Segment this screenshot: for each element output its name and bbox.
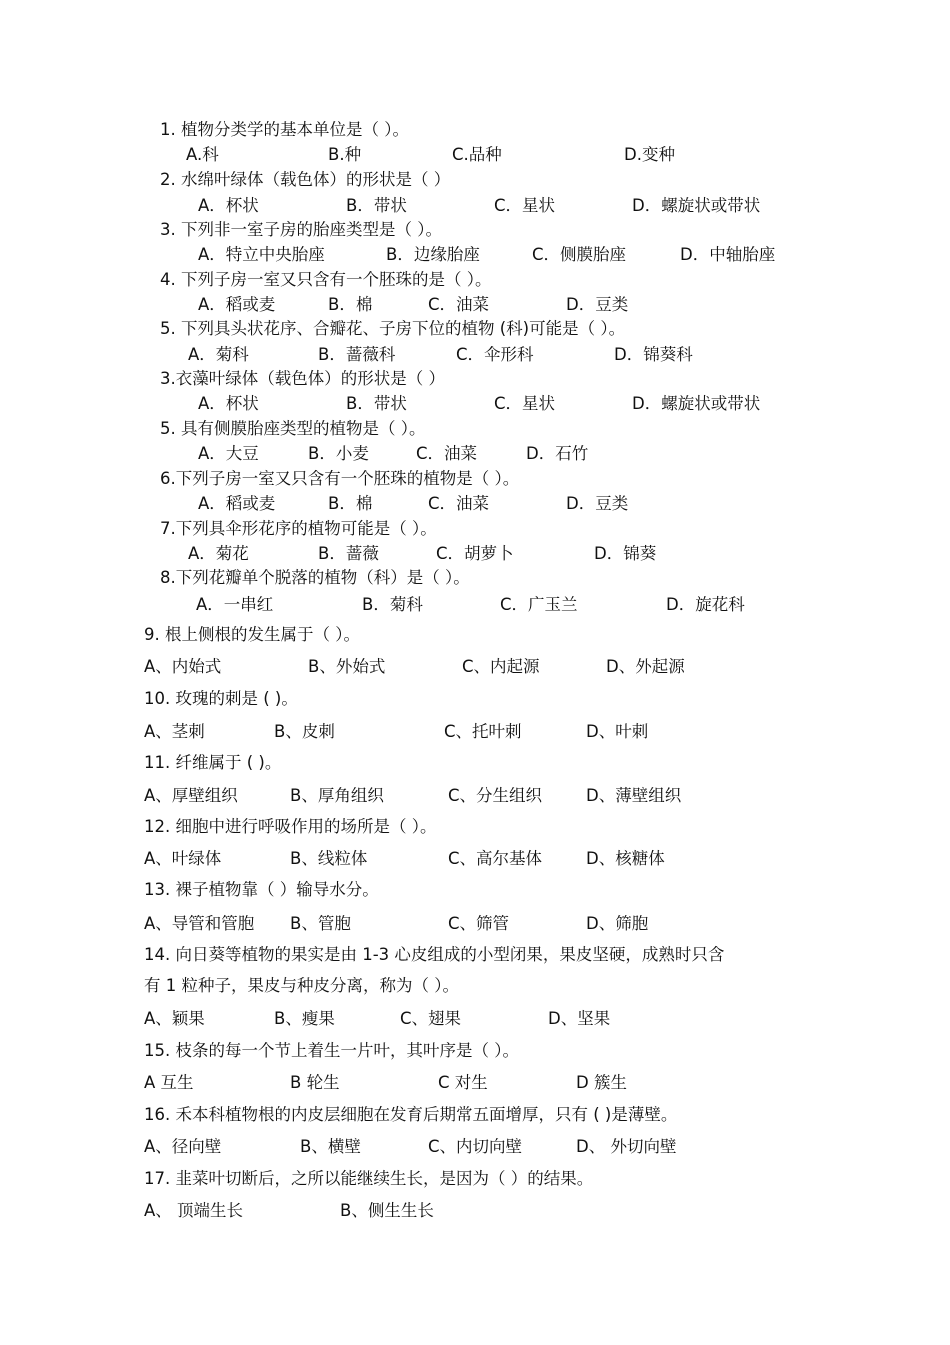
option-a: A、叶绿体: [144, 849, 222, 868]
question-stem: 4. 下列子房一室又只含有一个胚珠的是（ ）。: [160, 270, 492, 289]
option-a: A．稻或麦: [198, 494, 276, 513]
option-c: C、内起源: [462, 657, 540, 676]
option-b: B．棉: [328, 494, 373, 513]
option-d: D.变种: [624, 145, 675, 164]
option-d: D、坚果: [548, 1009, 611, 1028]
question-stem: 17. 韭菜叶切断后，之所以能继续生长，是因为（ ）的结果。: [144, 1169, 594, 1188]
option-b: B 轮生: [290, 1073, 340, 1092]
option-c: C.品种: [452, 145, 502, 164]
option-b: B．蔷薇: [318, 544, 379, 563]
option-c: C、筛管: [448, 914, 510, 933]
option-c: C．星状: [494, 394, 556, 413]
question-stem: 14. 向日葵等植物的果实是由 1-3 心皮组成的小型闭果，果皮坚硬，成熟时只含: [144, 945, 725, 964]
option-d: D、 外切向壁: [576, 1137, 677, 1156]
option-b: B．带状: [346, 196, 407, 215]
option-a: A．特立中央胎座: [198, 245, 325, 264]
option-b: B．棉: [328, 295, 373, 314]
option-a: A、导管和管胞: [144, 914, 255, 933]
question-stem: 15. 枝条的每一个节上着生一片叶，其叶序是（ ）。: [144, 1041, 519, 1060]
option-d: D 簇生: [576, 1073, 627, 1092]
option-d: D．石竹: [526, 444, 589, 463]
option-b: B、线粒体: [290, 849, 368, 868]
question-stem: 11. 纤维属于 ( )。: [144, 753, 282, 772]
question-stem: 16. 禾本科植物根的内皮层细胞在发育后期常五面增厚，只有 ( )是薄壁。: [144, 1105, 678, 1124]
question-stem: 9. 根上侧根的发生属于（ ）。: [144, 625, 360, 644]
option-d: D、外起源: [606, 657, 685, 676]
option-b: B．小麦: [308, 444, 369, 463]
option-a: A.科: [186, 145, 219, 164]
option-a: A．菊花: [188, 544, 249, 563]
option-b: B．边缘胎座: [386, 245, 480, 264]
option-c: C、高尔基体: [448, 849, 543, 868]
option-a: A、颖果: [144, 1009, 205, 1028]
option-b: B、管胞: [290, 914, 351, 933]
option-c: C．伞形科: [456, 345, 534, 364]
question-stem: 5. 具有侧膜胎座类型的植物是（ ）。: [160, 419, 426, 438]
question-stem: 8.下列花瓣单个脱落的植物（科）是（ ）。: [160, 568, 470, 587]
option-c: C．胡萝卜: [436, 544, 514, 563]
question-stem: 12. 细胞中进行呼吸作用的场所是（ ）。: [144, 817, 437, 836]
option-d: D．锦葵: [594, 544, 657, 563]
question-stem: 10. 玫瑰的刺是 ( )。: [144, 689, 298, 708]
option-b: B.种: [328, 145, 362, 164]
question-stem: 3.衣藻叶绿体（载色体）的形状是（ ）: [160, 369, 445, 388]
option-c: C、内切向壁: [428, 1137, 523, 1156]
option-c: C．油菜: [428, 494, 490, 513]
question-stem: 13. 裸子植物靠（ ）输导水分。: [144, 880, 379, 899]
question-stem: 2. 水绵叶绿体（载色体）的形状是（ ）: [160, 170, 451, 189]
option-d: D．旋花科: [666, 595, 745, 614]
option-d: D、薄壁组织: [586, 786, 682, 805]
option-a: A、径向壁: [144, 1137, 222, 1156]
option-a: A．杯状: [198, 394, 259, 413]
option-d: D．锦葵科: [614, 345, 693, 364]
option-d: D、叶刺: [586, 722, 649, 741]
option-c: C、托叶刺: [444, 722, 522, 741]
option-a: A、内始式: [144, 657, 222, 676]
option-a: A．菊科: [188, 345, 249, 364]
option-c: C．星状: [494, 196, 556, 215]
option-d: D．豆类: [566, 494, 629, 513]
option-c: C．侧膜胎座: [532, 245, 627, 264]
option-c: C．油菜: [416, 444, 478, 463]
option-b: B．蔷薇科: [318, 345, 396, 364]
option-a: A、茎刺: [144, 722, 205, 741]
option-d: D．螺旋状或带状: [632, 196, 761, 215]
option-b: B．带状: [346, 394, 407, 413]
option-c: C 对生: [438, 1073, 488, 1092]
question-stem: 7.下列具伞形花序的植物可能是（ ）。: [160, 519, 437, 538]
option-c: C．广玉兰: [500, 595, 578, 614]
option-a: A．稻或麦: [198, 295, 276, 314]
question-stem: 6.下列子房一室又只含有一个胚珠的植物是（ ）。: [160, 469, 520, 488]
question-stem: 3. 下列非一室子房的胎座类型是（ ）。: [160, 220, 442, 239]
option-b: B．菊科: [362, 595, 423, 614]
option-c: C、翅果: [400, 1009, 462, 1028]
option-d: D、核糖体: [586, 849, 665, 868]
option-b: B、厚角组织: [290, 786, 384, 805]
option-d: D．螺旋状或带状: [632, 394, 761, 413]
option-a: A．杯状: [198, 196, 259, 215]
option-b: B、横壁: [300, 1137, 361, 1156]
option-a: A．大豆: [198, 444, 259, 463]
option-a: A、厚壁组织: [144, 786, 238, 805]
option-a: A、 顶端生长: [144, 1201, 244, 1220]
question-stem-continued: 有 1 粒种子，果皮与种皮分离，称为（ ）。: [144, 976, 459, 995]
option-a: A 互生: [144, 1073, 194, 1092]
question-stem: 5. 下列具头状花序、合瓣花、子房下位的植物 (科)可能是（ ）。: [160, 319, 626, 338]
question-stem: 1. 植物分类学的基本单位是（ ）。: [160, 120, 409, 139]
option-d: D．豆类: [566, 295, 629, 314]
option-b: B、皮刺: [274, 722, 335, 741]
option-d: D．中轴胎座: [680, 245, 776, 264]
option-c: C．油菜: [428, 295, 490, 314]
option-b: B、侧生生长: [340, 1201, 434, 1220]
option-a: A．一串红: [196, 595, 274, 614]
option-c: C、分生组织: [448, 786, 543, 805]
option-b: B、外始式: [308, 657, 386, 676]
option-b: B、瘦果: [274, 1009, 335, 1028]
option-d: D、筛胞: [586, 914, 649, 933]
